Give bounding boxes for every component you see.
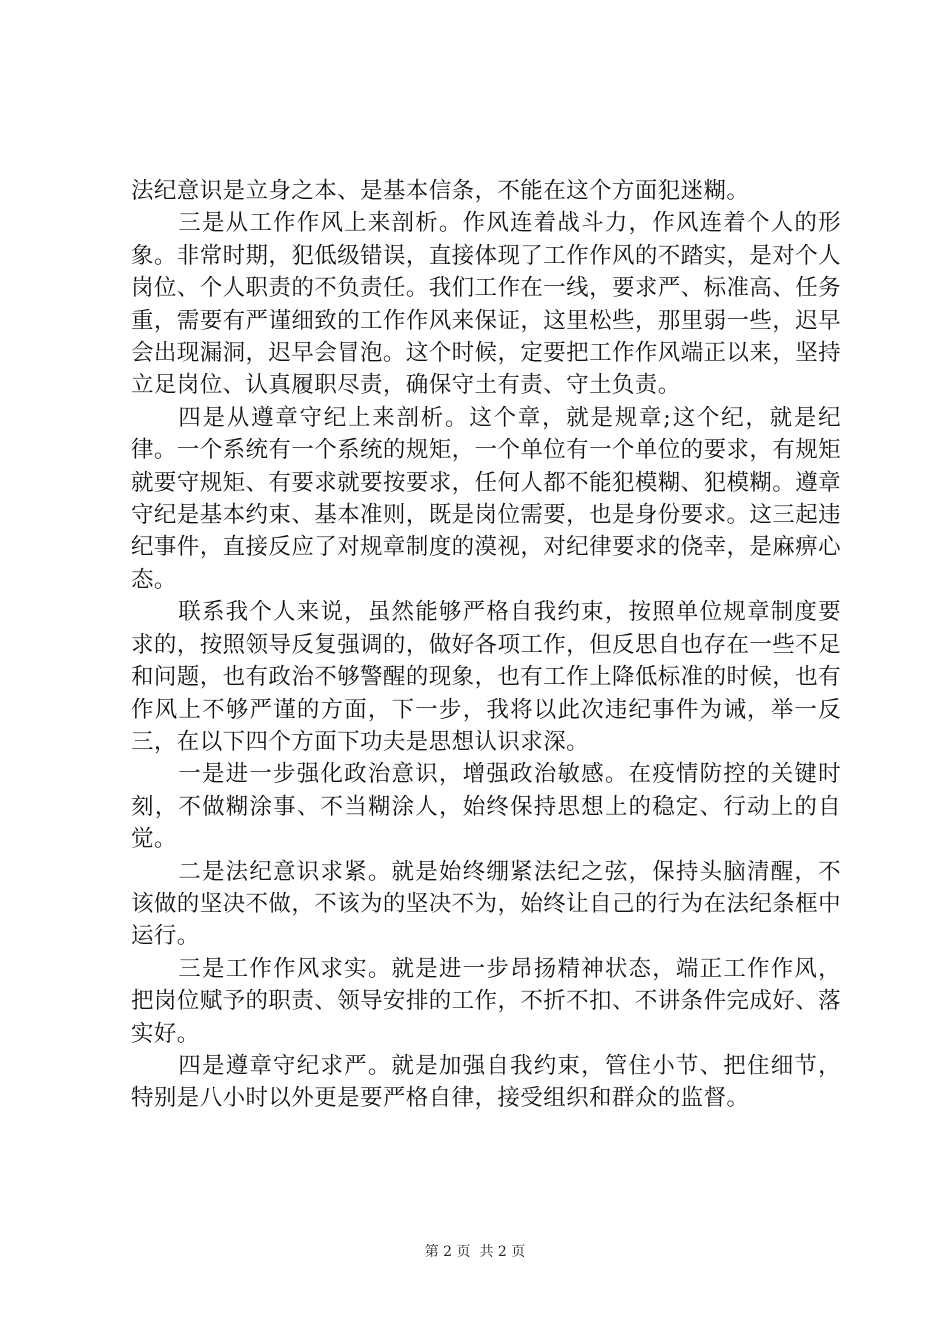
paragraph-continuation: 法纪意识是立身之本、是基本信条，不能在这个方面犯迷糊。: [131, 178, 750, 204]
paragraph-point-one: 一是进一步强化政治意识，增强政治敏感。在疫情防控的关键时刻，不做糊涂事、不当糊涂人，始终保持思想上的稳定、行动上的自觉。: [131, 761, 841, 853]
page-number-footer: 第 2 页 共 2 页: [424, 1244, 526, 1260]
paragraph-point-two: 二是法纪意识求紧。就是始终绷紧法纪之弦，保持头脑清醒，不该做的坚决不做，不该为的坚决不为，始终让自己的行为在法纪条框中运行。: [131, 858, 841, 950]
document-body: [131, 175, 841, 1115]
paragraph-personal-reflection: 联系我个人来说，虽然能够严格自我约束，按照单位规章制度要求的，按照领导反复强调的，做好各项工作，但反思自也存在一些不足和问题，也有政治不够警醒的现象，也有工作上降低标准的时候，也有作风上不够严谨的方面，下一步，我将以此次违纪事件为诫，举一反三，在以下四个方面下功夫是思想认识求深。: [131, 599, 841, 755]
paragraph-work-style-analysis: 三是从工作作风上来剖析。作风连着战斗力，作风连着个人的形象。非常时期，犯低级错误，直接体现了工作作风的不踏实，是对个人岗位、个人职责的不负责任。我们工作在一线，要求严、标准高、任务重，需要有严谨细致的工作作风来保证，这里松些，那里弱一些，迟早会出现漏洞，迟早会冒泡。这个时候，定要把工作作风端正以来，坚持立足岗位、认真履职尽责，确保守土有责、守土负责。: [131, 210, 841, 399]
paragraph-point-three: 三是工作作风求实。就是进一步昂扬精神状态，端正工作作风，把岗位赋予的职责、领导安排的工作，不折不扣、不讲条件完成好、落实好。: [131, 955, 841, 1047]
paragraph-discipline-analysis: 四是从遵章守纪上来剖析。这个章，就是规章;这个纪，就是纪律。一个系统有一个系统的规矩，一个单位有一个单位的要求，有规矩就要守规矩、有要求就要按要求，任何人都不能犯模糊、犯模糊。遵章守纪是基本约束、基本准则，既是岗位需要，也是身份要求。这三起违纪事件，直接反应了对规章制度的漠视，对纪律要求的侥幸，是麻痹心态。: [131, 404, 841, 593]
paragraph-point-four: 四是遵章守纪求严。就是加强自我约束，管住小节、把住细节，特别是八小时以外更是要严格自律，接受组织和群众的监督。: [131, 1052, 841, 1112]
